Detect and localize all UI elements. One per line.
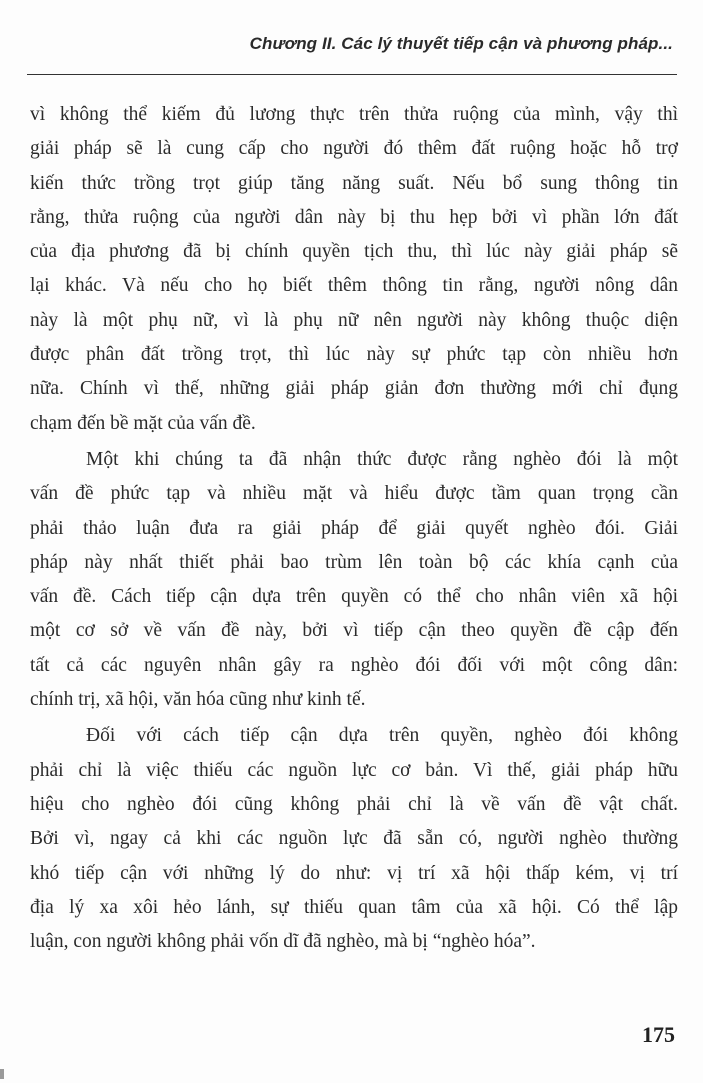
text-line: chạm đến bề mặt của vấn đề. (30, 412, 256, 434)
body-text (30, 98, 678, 959)
text-line: Một khi chúng ta đã nhận thức được rằng nghèo đói là một (86, 448, 678, 470)
text-line: pháp này nhất thiết phải bao trùm lên toàn bộ các khía cạnh của (30, 551, 678, 573)
page-number: 175 (642, 1022, 675, 1047)
text-line: hiệu cho nghèo đói cũng không phải chỉ là về vấn đề vật chất. (30, 793, 678, 815)
text-line: một cơ sở về vấn đề này, bởi vì tiếp cận theo quyền đề cập đến (30, 620, 678, 642)
text-line: được phân đất trồng trọt, thì lúc này sự phức tạp còn nhiều hơn (30, 344, 678, 366)
text-line: chính trị, xã hội, văn hóa cũng như kinh tế. (30, 689, 366, 711)
paragraph-2 (30, 443, 678, 717)
text-line: vì không thể kiếm đủ lương thực trên thửa ruộng của mình, vậy thì (30, 104, 678, 125)
text-line: giải pháp sẽ là cung cấp cho người đó thêm đất ruộng hoặc hỗ trợ (30, 138, 678, 160)
text-line: kiến thức trồng trọt giúp tăng năng suất. Nếu bổ sung thông tin (30, 172, 678, 194)
text-line: Đối với cách tiếp cận dựa trên quyền, nghèo đói không (86, 725, 678, 747)
text-line: này là một phụ nữ, vì là phụ nữ nên người này không thuộc diện (30, 309, 678, 331)
text-line: luận, con người không phải vốn dĩ đã nghèo, mà bị “nghèo hóa”. (30, 931, 536, 953)
text-line: Bởi vì, ngay cả khi các nguồn lực đã sẵn có, người nghèo thường (30, 828, 678, 850)
text-line: nữa. Chính vì thế, những giải pháp giản đơn thường mới chỉ đụng (30, 378, 678, 400)
text-line: khó tiếp cận với những lý do như: vị trí xã hội thấp kém, vị trí (30, 862, 678, 884)
running-header: Chương II. Các lý thuyết tiếp cận và phương pháp... (249, 34, 673, 53)
text-line: rằng, thửa ruộng của người dân này bị thu hẹp bởi vì phần lớn đất (30, 206, 678, 228)
header-divider (27, 74, 677, 75)
paragraph-3 (30, 719, 678, 959)
text-line: vấn đề phức tạp và nhiều mặt và hiểu được tầm quan trọng cần (30, 483, 678, 505)
text-line: phải thảo luận đưa ra giải pháp để giải quyết nghèo đói. Giải (30, 517, 678, 539)
scan-edge-mark (0, 1069, 4, 1079)
text-line: của địa phương đã bị chính quyền tịch thu, thì lúc này giải pháp sẽ (30, 241, 678, 263)
text-line: vấn đề. Cách tiếp cận dựa trên quyền có thể cho nhân viên xã hội (30, 586, 678, 608)
text-line: tất cả các nguyên nhân gây ra nghèo đói đối với một công dân: (30, 654, 678, 676)
text-line: phải chỉ là việc thiếu các nguồn lực cơ bản. Vì thế, giải pháp hữu (30, 759, 678, 781)
text-line: địa lý xa xôi hẻo lánh, sự thiếu quan tâm của xã hội. Có thể lập (30, 896, 678, 918)
text-line: lại khác. Và nếu cho họ biết thêm thông tin rằng, người nông dân (30, 275, 678, 297)
paragraph-1 (30, 98, 678, 441)
